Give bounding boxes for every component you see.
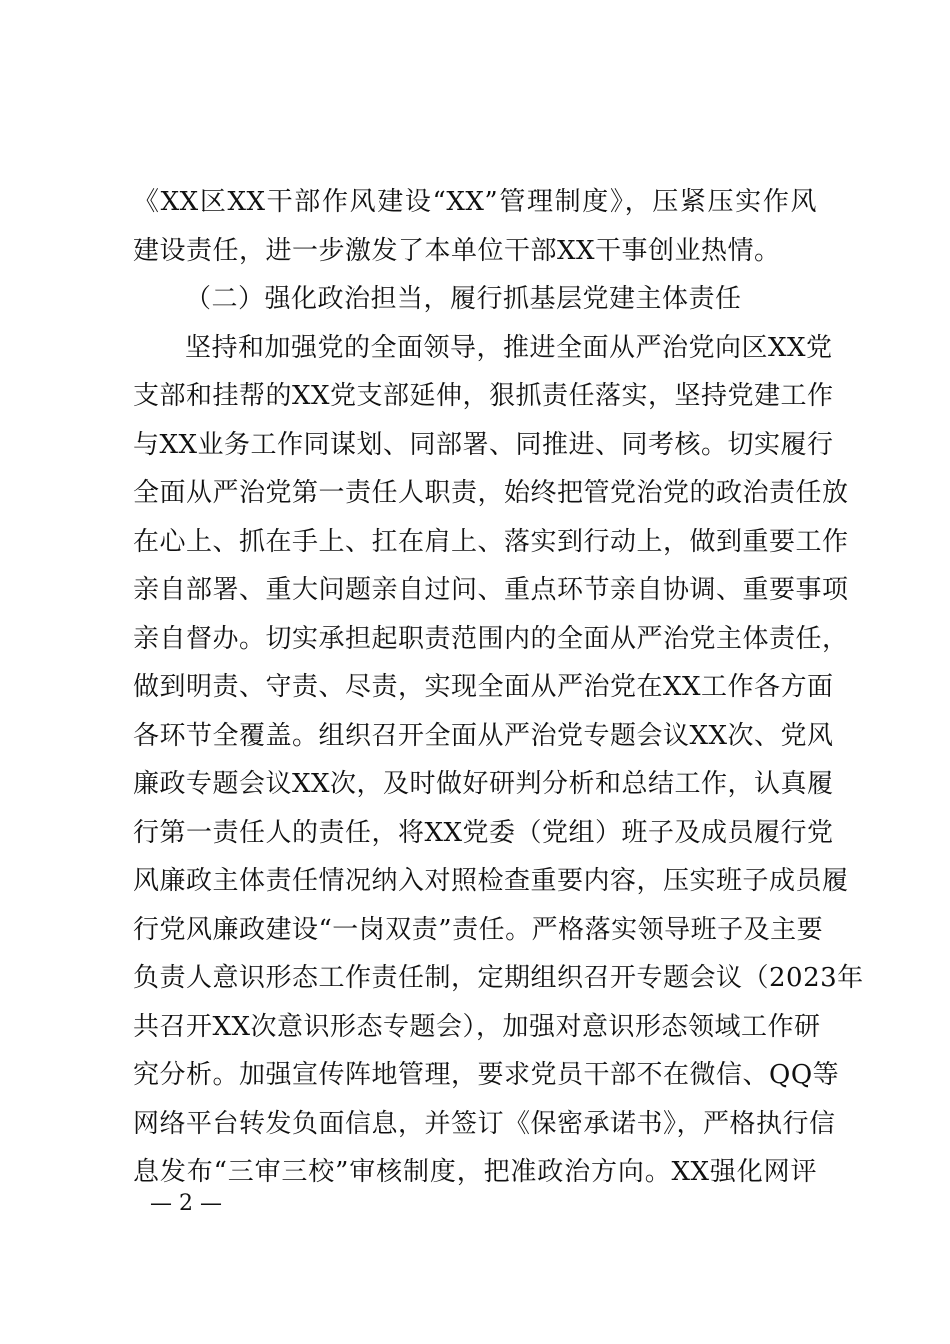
paragraph-line: 各环节全覆盖。组织召开全面从严治党专题会议XX次、党风 bbox=[133, 720, 834, 751]
paragraph-line: 亲自部署、重大问题亲自过问、重点环节亲自协调、重要事项 bbox=[133, 575, 849, 605]
body-text bbox=[133, 178, 864, 1197]
paragraph-line: 共召开XX次意识形态专题会），加强对意识形态领域工作研 bbox=[133, 1011, 821, 1042]
paragraph-line: 息发布“三审三校”审核制度，把准政治方向。XX强化网评 bbox=[133, 1157, 817, 1187]
section-heading: （二）强化政治担当，履行抓基层党建主体责任 bbox=[185, 284, 742, 314]
paragraph-line: 负责人意识形态工作责任制，定期组织召开专题会议（2023年 bbox=[133, 963, 864, 993]
paragraph-line: 廉政专题会议XX次，及时做好研判分析和总结工作，认真履 bbox=[133, 769, 834, 799]
paragraph-line: 究分析。加强宣传阵地管理，要求党员干部不在微信、QQ等 bbox=[133, 1060, 840, 1090]
paragraph-line: 亲自督办。切实承担起职责范围内的全面从严治党主体责任， bbox=[133, 623, 849, 654]
paragraph-line: 《XX区XX干部作风建设“XX”管理制度》，压紧压实作风 bbox=[133, 187, 817, 217]
paragraph-line: 支部和挂帮的XX党支部延伸，狠抓责任落实，坚持党建工作 bbox=[133, 381, 834, 411]
paragraph-line: 做到明责、守责、尽责，实现全面从严治党在XX工作各方面 bbox=[133, 672, 834, 702]
paragraph-line: 在心上、抓在手上、扛在肩上、落实到行动上，做到重要工作 bbox=[133, 526, 849, 557]
paragraph-line: 网络平台转发负面信息，并签订《保密承诺书》，严格执行信 bbox=[133, 1108, 836, 1139]
paragraph-line: 建设责任，进一步激发了本单位干部XX干事创业热情。 bbox=[133, 235, 781, 266]
paragraph-line: 全面从严治党第一责任人职责，始终把管党治党的政治责任放 bbox=[133, 478, 849, 508]
paragraph-line: 行党风廉政建设“一岗双责”责任。严格落实领导班子及主要 bbox=[133, 914, 824, 945]
paragraph-line: 与XX业务工作同谋划、同部署、同推进、同考核。切实履行 bbox=[133, 429, 834, 460]
paragraph-line: 风廉政主体责任情况纳入对照检查重要内容，压实班子成员履 bbox=[133, 866, 849, 896]
paragraph-line: 行第一责任人的责任，将XX党委（党组）班子及成员履行党 bbox=[133, 817, 834, 848]
page-number: — 2 — bbox=[150, 1191, 222, 1216]
paragraph-line: 坚持和加强党的全面领导，推进全面从严治党向区XX党 bbox=[185, 332, 833, 363]
